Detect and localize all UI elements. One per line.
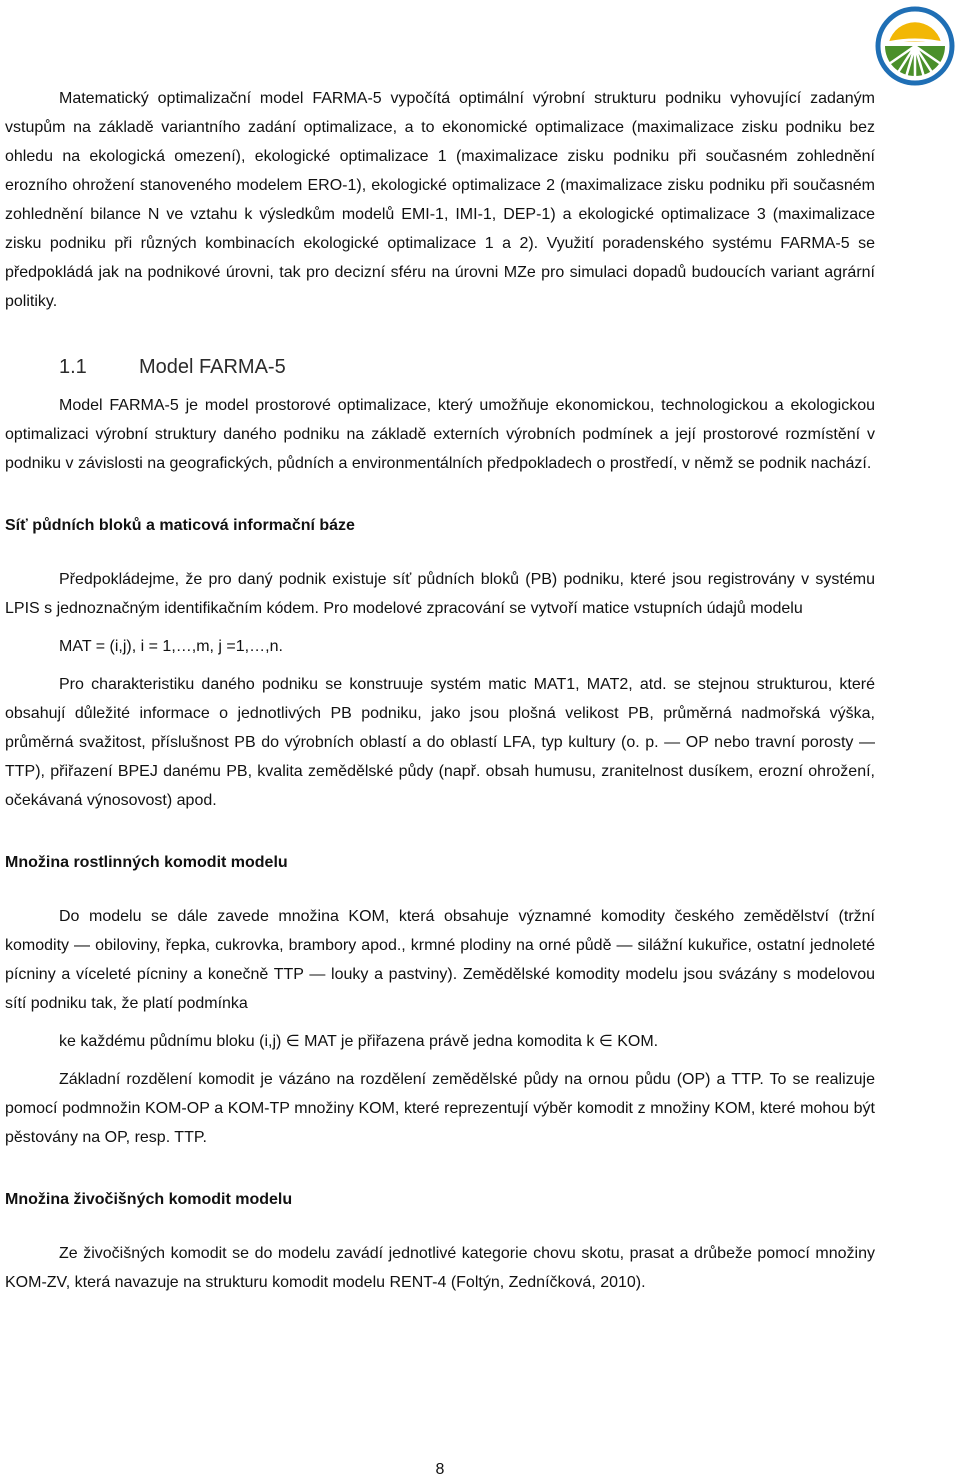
section-heading — [5, 353, 875, 382]
plant-set-heading: Množina rostlinných komodit modelu — [5, 854, 288, 871]
characteristics-paragraph: Pro charakteristiku daného podniku se konstruuje systém matic MAT1, MAT2, atd. se stejnou strukturou, které obsahují důležité informace o jednotlivých PB podniku, jako jsou plošná velikost PB, průměrná nadmořská výška, průměrná svažitost, příslušnost PB do výrobních oblastí a do oblastí LFA, typ kultury (o. p. — OP nebo travní porosty — TTP), přiřazení BPEJ danému PB, kvalita zemědělské půdy (např. obsah humusu, zranitelnost dusíkem, erozní ohrožení, očekávaná výnosovost) apod. — [5, 676, 875, 809]
soil-blocks-paragraph: Předpokládejme, že pro daný podnik existuje síť půdních bloků (PB) podniku, které jsou registrovány v systému LPIS s jednoznačným identifikačním kódem. Pro modelové zpracování se vytvoří matice vstupních údajů modelu — [5, 571, 875, 617]
animal-set-heading: Množina živočišných komodit modelu — [5, 1191, 293, 1208]
document-body — [5, 84, 875, 1297]
model-description-paragraph: Model FARMA-5 je model prostorové optimalizace, který umožňuje ekonomickou, technologickou a ekologickou optimalizaci výrobní struktury daného podniku na základě externích výrobních podmínek a její prostorové rozmístění v podniku v závislosti na geografických, půdních a environmentálních předpokladech o prostředí, v němž se podnik nachází. — [5, 397, 875, 472]
intro-paragraph: Matematický optimalizační model FARMA-5 vypočítá optimální výrobní strukturu podniku vyhovující zadaným vstupům na základě variantního zadání optimalizace, a to ekonomické optimalizace (maximalizace zisku podniku bez ohledu na ekologická omezení), ekologické optimalizace 1 (maximalizace zisku podniku při současném zohlednění erozního ohrožení stanoveného modelem ERO-1), ekologické optimalizace 2 (maximalizace zisku podniku při současném zohlednění bilance N ve vztahu k výsledkům modelů EMI-1, IMI-1, DEP-1) a ekologické optimalizace 3 (maximalizace zisku podniku při různých kombinacích ekologické optimalizace 1 a 2). Využití poradenského systému FARMA-5 se předpokládá jak na podnikové úrovni, tak pro decizní sféru na úrovni MZe pro simulaci dopadů budoucích variant agrární politiky. — [5, 90, 875, 310]
soil-network-heading: Síť půdních bloků a maticová informační báze — [5, 517, 355, 534]
kom-condition-formula: ke každému půdnímu bloku (i,j) ∈ MAT je přiřazena právě jedna komodita k ∈ KOM. — [59, 1033, 659, 1050]
section-title: Model FARMA-5 — [139, 356, 286, 378]
page-number: 8 — [435, 1461, 445, 1478]
farm-field-logo-icon — [875, 6, 955, 86]
kom-split-paragraph: Základní rozdělení komodit je vázáno na rozdělení zemědělské půdy na ornou půdu (OP) a TTP. To se realizuje pomocí podmnožin KOM-OP a KOM-TP množiny KOM, které reprezentují výběr komodit z množiny KOM, které mohou být pěstovány na OP, resp. TTP. — [5, 1071, 875, 1146]
animal-set-paragraph: Ze živočišných komodit se do modelu zavádí jednotlivé kategorie chovu skotu, prasat a drůbeže pomocí množiny KOM-ZV, která navazuje na strukturu komodit modelu RENT-4 (Foltýn, Zedníčková, 2010). — [5, 1245, 875, 1291]
mat-formula: MAT = (i,j), i = 1,…,m, j =1,…,n. — [59, 638, 283, 655]
section-number: 1.1 — [59, 356, 87, 378]
kom-set-paragraph: Do modelu se dále zavede množina KOM, která obsahuje významné komodity českého zemědělství (tržní komodity — obiloviny, řepka, cukrovka, brambory apod., krmné plodiny na orné půdě — silážní kukuřice, ostatní jednoleté pícniny a víceleté pícniny a konečně TTP — louky a pastviny). Zemědělské komodity modelu jsou svázány s modelovou sítí podniku tak, že platí podmínka — [5, 908, 875, 1012]
